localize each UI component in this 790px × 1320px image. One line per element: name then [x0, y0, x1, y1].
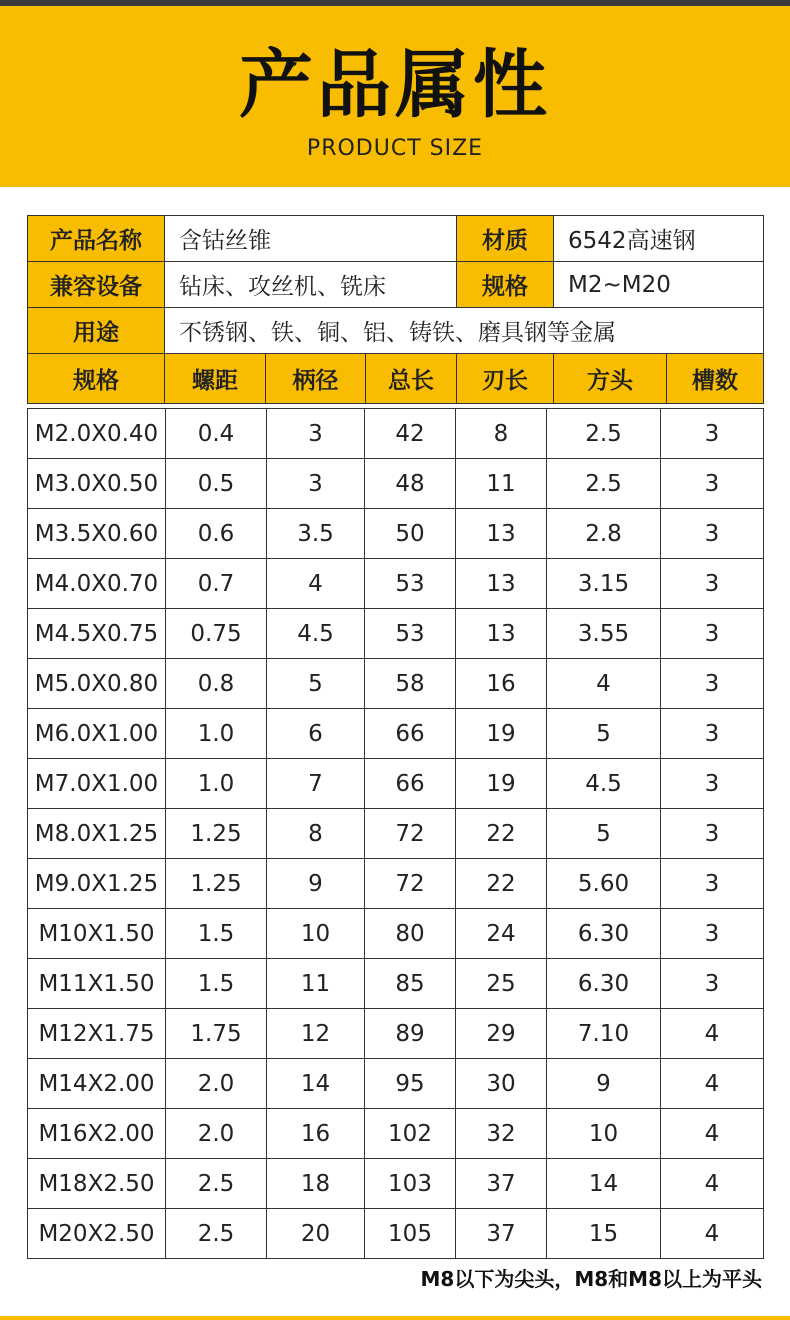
table-cell: 3 [661, 509, 764, 559]
table-cell: M8.0X1.25 [28, 809, 166, 859]
table-cell: 2.5 [166, 1209, 267, 1259]
table-cell: 14 [267, 1059, 365, 1109]
table-cell: 15 [547, 1209, 661, 1259]
table-cell: 105 [365, 1209, 456, 1259]
column-header: 总长 [366, 354, 457, 404]
table-cell: 2.8 [547, 509, 661, 559]
table-cell: 80 [365, 909, 456, 959]
bottom-bar [0, 1316, 790, 1320]
table-cell: 2.5 [547, 459, 661, 509]
table-cell: 6.30 [547, 959, 661, 1009]
table-cell: 20 [267, 1209, 365, 1259]
table-cell: 4 [661, 1109, 764, 1159]
table-cell: M14X2.00 [28, 1059, 166, 1109]
table-cell: M12X1.75 [28, 1009, 166, 1059]
table-cell: 1.25 [166, 809, 267, 859]
table-row [28, 409, 764, 459]
table-cell: 3.15 [547, 559, 661, 609]
table-cell: 7 [267, 759, 365, 809]
table-cell: 4 [661, 1059, 764, 1109]
spec-table-body [28, 409, 764, 1259]
table-cell: 6.30 [547, 909, 661, 959]
table-cell: M4.5X0.75 [28, 609, 166, 659]
table-cell: 66 [365, 709, 456, 759]
spec-value: M2~M20 [554, 262, 764, 308]
name-value: 含钴丝锥 [165, 216, 457, 262]
column-header: 刃长 [457, 354, 554, 404]
table-row [28, 709, 764, 759]
table-cell: 22 [456, 859, 547, 909]
table-cell: 3 [661, 909, 764, 959]
table-cell: 5 [547, 709, 661, 759]
table-cell: M2.0X0.40 [28, 409, 166, 459]
page-title: 产品属性 [239, 42, 551, 128]
table-cell: 13 [456, 609, 547, 659]
table-cell: M10X1.50 [28, 909, 166, 959]
table-row [28, 659, 764, 709]
compat-label: 兼容设备 [28, 262, 165, 308]
table-cell: 3 [661, 559, 764, 609]
table-cell: 2.5 [547, 409, 661, 459]
table-cell: M3.0X0.50 [28, 459, 166, 509]
table-row [28, 1209, 764, 1259]
table-cell: 3 [661, 859, 764, 909]
table-cell: 24 [456, 909, 547, 959]
table-cell: 32 [456, 1109, 547, 1159]
table-cell: 4.5 [547, 759, 661, 809]
table-cell: 103 [365, 1159, 456, 1209]
usage-label: 用途 [28, 308, 165, 354]
table-cell: 3 [661, 609, 764, 659]
table-cell: 13 [456, 509, 547, 559]
table-row [28, 809, 764, 859]
table-cell: 53 [365, 559, 456, 609]
info-row-name [28, 216, 764, 262]
table-cell: 0.8 [166, 659, 267, 709]
table-row [28, 1059, 764, 1109]
table-cell: 53 [365, 609, 456, 659]
table-cell: 11 [267, 959, 365, 1009]
table-cell: 5 [267, 659, 365, 709]
table-cell: 1.75 [166, 1009, 267, 1059]
table-cell: 50 [365, 509, 456, 559]
table-cell: M18X2.50 [28, 1159, 166, 1209]
table-cell: M16X2.00 [28, 1109, 166, 1159]
table-cell: 0.6 [166, 509, 267, 559]
table-cell: 66 [365, 759, 456, 809]
table-cell: 4.5 [267, 609, 365, 659]
table-cell: 6 [267, 709, 365, 759]
table-cell: 0.7 [166, 559, 267, 609]
table-cell: M9.0X1.25 [28, 859, 166, 909]
name-label: 产品名称 [28, 216, 165, 262]
table-cell: 37 [456, 1209, 547, 1259]
table-cell: 30 [456, 1059, 547, 1109]
table-cell: 16 [456, 659, 547, 709]
table-cell: 1.5 [166, 909, 267, 959]
header-banner [0, 6, 790, 187]
table-cell: 4 [661, 1009, 764, 1059]
table-cell: 8 [456, 409, 547, 459]
column-header: 方头 [554, 354, 667, 404]
page-subtitle: PRODUCT SIZE [306, 136, 484, 161]
table-cell: 37 [456, 1159, 547, 1209]
table-cell: 0.5 [166, 459, 267, 509]
table-cell: 4 [547, 659, 661, 709]
table-row [28, 959, 764, 1009]
table-cell: 16 [267, 1109, 365, 1159]
table-cell: 72 [365, 859, 456, 909]
table-cell: 3 [661, 659, 764, 709]
table-cell: 1.25 [166, 859, 267, 909]
info-row-compat [28, 262, 764, 308]
table-row [28, 509, 764, 559]
column-header: 螺距 [165, 354, 266, 404]
table-cell: 3 [661, 759, 764, 809]
table-cell: 12 [267, 1009, 365, 1059]
table-cell: 25 [456, 959, 547, 1009]
table-cell: 5.60 [547, 859, 661, 909]
table-row [28, 609, 764, 659]
table-cell: 9 [267, 859, 365, 909]
material-value: 6542高速钢 [554, 216, 764, 262]
table-cell: 89 [365, 1009, 456, 1059]
table-row [28, 1159, 764, 1209]
spec-label: 规格 [457, 262, 554, 308]
table-cell: 19 [456, 759, 547, 809]
table-cell: 10 [267, 909, 365, 959]
table-cell: M6.0X1.00 [28, 709, 166, 759]
table-cell: 0.75 [166, 609, 267, 659]
table-cell: 29 [456, 1009, 547, 1059]
column-header: 槽数 [667, 354, 764, 404]
table-cell: M11X1.50 [28, 959, 166, 1009]
table-cell: 10 [547, 1109, 661, 1159]
table-cell: 1.5 [166, 959, 267, 1009]
tip-note: M8以下为尖头，M8和M8以上为平头 [420, 1267, 762, 1291]
product-info-table [27, 215, 764, 404]
table-cell: 72 [365, 809, 456, 859]
table-cell: 48 [365, 459, 456, 509]
table-cell: 85 [365, 959, 456, 1009]
table-cell: 5 [547, 809, 661, 859]
table-cell: 4 [661, 1209, 764, 1259]
table-cell: 3 [267, 459, 365, 509]
table-cell: 2.0 [166, 1059, 267, 1109]
table-cell: 3 [661, 959, 764, 1009]
table-cell: 42 [365, 409, 456, 459]
table-cell: 102 [365, 1109, 456, 1159]
table-cell: 19 [456, 709, 547, 759]
spec-table [27, 408, 764, 1259]
table-cell: M5.0X0.80 [28, 659, 166, 709]
table-cell: 2.0 [166, 1109, 267, 1159]
info-row-usage [28, 308, 764, 354]
column-header: 柄径 [266, 354, 366, 404]
table-cell: M4.0X0.70 [28, 559, 166, 609]
table-cell: 1.0 [166, 759, 267, 809]
table-cell: 8 [267, 809, 365, 859]
table-row [28, 909, 764, 959]
table-row [28, 859, 764, 909]
table-cell: M3.5X0.60 [28, 509, 166, 559]
compat-value: 钻床、攻丝机、铣床 [165, 262, 457, 308]
table-cell: 3 [661, 809, 764, 859]
table-cell: 2.5 [166, 1159, 267, 1209]
table-cell: 3 [661, 709, 764, 759]
table-cell: M7.0X1.00 [28, 759, 166, 809]
table-cell: 4 [267, 559, 365, 609]
table-cell: 1.0 [166, 709, 267, 759]
table-cell: 11 [456, 459, 547, 509]
table-cell: 3.55 [547, 609, 661, 659]
table-cell: 18 [267, 1159, 365, 1209]
table-cell: 0.4 [166, 409, 267, 459]
table-cell: 13 [456, 559, 547, 609]
material-label: 材质 [457, 216, 554, 262]
table-cell: 4 [661, 1159, 764, 1209]
table-header-row [28, 354, 764, 404]
table-cell: 14 [547, 1159, 661, 1209]
table-cell: 3 [267, 409, 365, 459]
table-cell: 3 [661, 459, 764, 509]
table-cell: 9 [547, 1059, 661, 1109]
table-row [28, 759, 764, 809]
table-row [28, 1009, 764, 1059]
table-row [28, 459, 764, 509]
table-row [28, 559, 764, 609]
table-cell: 58 [365, 659, 456, 709]
table-cell: 22 [456, 809, 547, 859]
usage-value: 不锈钢、铁、铜、铝、铸铁、磨具钢等金属 [165, 308, 764, 354]
table-row [28, 1109, 764, 1159]
column-header: 规格 [28, 354, 165, 404]
table-cell: M20X2.50 [28, 1209, 166, 1259]
table-cell: 7.10 [547, 1009, 661, 1059]
table-cell: 3.5 [267, 509, 365, 559]
table-cell: 3 [661, 409, 764, 459]
table-cell: 95 [365, 1059, 456, 1109]
